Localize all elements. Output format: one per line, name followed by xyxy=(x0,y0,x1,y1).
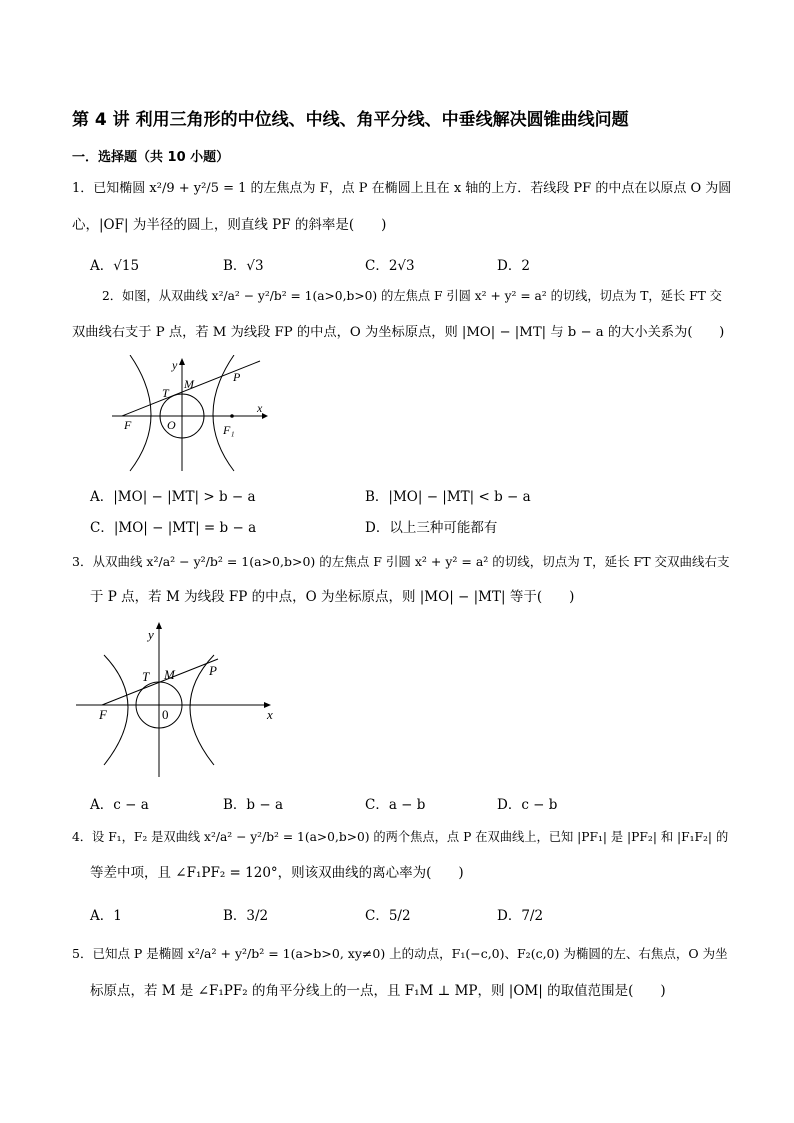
focus-f1-dot xyxy=(230,414,234,418)
question-2-option-b: B．|MO| − |MT| < b − a xyxy=(365,489,531,505)
question-3-option-b: B．b − a xyxy=(223,797,284,813)
question-4-line-1: 4．设 F₁，F₂ 是双曲线 x²/a² − y²/b² = 1(a>0,b>0) 的两个焦点，点 P 在双曲线上，已知 |PF₁| 是 |PF₂| 和 |F₁F₂| 的 xyxy=(72,830,729,844)
question-5-line-2: 标原点，若 M 是 ∠F₁PF₂ 的角平分线上的一点，且 F₁M ⊥ MP，则 |OM| 的取值范围是( ) xyxy=(90,983,666,999)
question-2-option-d: D．以上三种可能都有 xyxy=(365,520,498,536)
left-branch xyxy=(104,655,128,765)
section-heading: 一．选择题（共 10 小题） xyxy=(72,150,230,165)
label-f: F xyxy=(99,707,107,722)
label-x: x xyxy=(267,707,273,722)
figure-hyperbola-2 xyxy=(72,615,282,780)
label-m: M xyxy=(184,377,194,391)
question-4-option-b: B．3/2 xyxy=(223,908,269,924)
label-p: P xyxy=(233,370,241,384)
question-2-line-2: 双曲线右支于 P 点，若 M 为线段 FP 的中点，O 为坐标原点，则 |MO| − |MT| 与 b − a 的大小关系为( ) xyxy=(72,325,725,340)
question-2-option-a: A．|MO| − |MT| > b − a xyxy=(90,489,256,505)
label-x: x xyxy=(257,401,263,415)
question-2-option-c: C．|MO| − |MT| = b − a xyxy=(90,520,257,536)
question-3-option-c: C．a − b xyxy=(365,797,426,813)
label-o: O xyxy=(167,418,176,432)
label-f1: F₁ xyxy=(223,423,235,437)
label-p: P xyxy=(209,663,217,678)
label-y: y xyxy=(148,627,154,642)
question-1-option-b: B．√3 xyxy=(223,258,264,274)
question-1-option-c: C．2√3 xyxy=(365,258,415,274)
question-1-option-a: A．√15 xyxy=(90,258,140,274)
question-4-option-d: D．7/2 xyxy=(497,908,544,924)
label-y: y xyxy=(172,358,178,372)
y-axis-arrow xyxy=(179,358,185,365)
figure-hyperbola-1 xyxy=(100,355,275,473)
question-3-option-d: D．c − b xyxy=(497,797,558,813)
page-title: 第 4 讲 利用三角形的中位线、中线、角平分线、中垂线解决圆锥曲线问题 xyxy=(72,110,629,130)
question-5-line-1: 5．已知点 P 是椭圆 x²/a² + y²/b² = 1(a>b>0, xy≠0) 上的动点，F₁(−c,0)、F₂(c,0) 为椭圆的左、右焦点，O 为坐 xyxy=(72,946,728,961)
question-1-line-2: 心，|OF| 为半径的圆上，则直线 PF 的斜率是( ) xyxy=(72,217,387,233)
label-t: T xyxy=(142,669,150,684)
question-3-option-a: A．c − a xyxy=(90,797,149,813)
left-branch xyxy=(130,355,151,471)
question-4-option-a: A．1 xyxy=(90,908,122,924)
label-f: F xyxy=(124,418,132,432)
y-axis-arrow xyxy=(156,622,162,629)
question-4-option-c: C．5/2 xyxy=(365,908,411,924)
question-3-line-2: 于 P 点，若 M 为线段 FP 的中点，O 为坐标原点，则 |MO| − |MT| 等于( ) xyxy=(90,589,575,605)
question-3-line-1: 3．从双曲线 x²/a² − y²/b² = 1(a>0,b>0) 的左焦点 F 引圆 x² + y² = a² 的切线，切点为 T，延长 FT 交双曲线右支 xyxy=(72,554,730,569)
tangent-line xyxy=(102,659,218,705)
x-axis-arrow xyxy=(262,413,268,419)
label-t: T xyxy=(162,386,169,400)
question-2-line-1: 2．如图，从双曲线 x²/a² − y²/b² = 1(a>0,b>0) 的左焦点 F 引圆 x² + y² = a² 的切线，切点为 T，延长 FT 交 xyxy=(102,289,722,303)
label-o: 0 xyxy=(162,707,169,722)
label-m: M xyxy=(164,667,175,682)
question-1-line-1: 1．已知椭圆 x²/9 + y²/5 = 1 的左焦点为 F，点 P 在椭圆上且在 x 轴的上方．若线段 PF 的中点在以原点 O 为圆 xyxy=(72,181,732,196)
question-4-line-2: 等差中项，且 ∠F₁PF₂ = 120°，则该双曲线的离心率为( ) xyxy=(90,865,464,881)
question-1-option-d: D．2 xyxy=(497,258,530,274)
